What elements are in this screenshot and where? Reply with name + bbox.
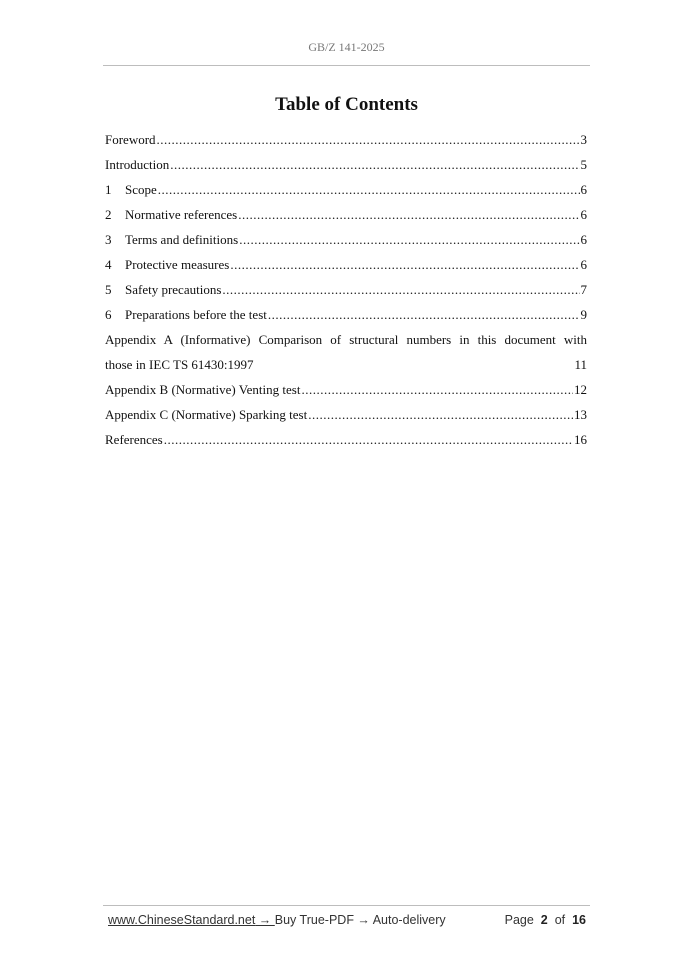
toc-entry-page: 5 — [580, 157, 587, 172]
arrow-right-icon: → — [255, 913, 275, 927]
header-divider — [103, 65, 590, 66]
page-indicator — [505, 913, 586, 927]
toc-entry-page: 12 — [574, 382, 587, 397]
toc-entry-preparations-before-test[interactable] — [105, 305, 587, 330]
toc-entry-number: 5 — [105, 282, 112, 297]
page-footer — [108, 913, 586, 927]
footer-promo — [108, 913, 446, 927]
toc-entry-number: 2 — [105, 207, 112, 222]
toc-entry-appendix-b[interactable] — [105, 380, 587, 405]
toc-leader-dots — [158, 180, 580, 199]
footer-divider — [103, 905, 590, 906]
toc-entry-foreword[interactable] — [105, 130, 587, 155]
toc-entry-number: 6 — [105, 307, 112, 322]
toc-entry-page: 13 — [574, 407, 587, 422]
table-of-contents — [105, 130, 587, 455]
toc-leader-dots — [170, 155, 579, 174]
page-word: Page — [504, 913, 534, 927]
toc-entry-number: 1 — [105, 182, 112, 197]
toc-entry-page: 16 — [574, 432, 587, 447]
toc-leader-dots — [308, 405, 573, 424]
toc-entry-page: 11 — [574, 357, 587, 372]
chinesestandard-link[interactable] — [108, 913, 275, 927]
toc-entry-label: Appendix B (Normative) Venting test — [105, 382, 301, 397]
toc-entry-page: 6 — [580, 257, 587, 272]
toc-entry-safety-precautions[interactable] — [105, 280, 587, 305]
toc-entry-protective-measures[interactable] — [105, 255, 587, 280]
arrow-right-icon: → — [353, 913, 373, 927]
toc-entry-scope[interactable] — [105, 180, 587, 205]
document-code-header: GB/Z 141-2025 — [308, 40, 385, 54]
toc-entry-label: References — [105, 432, 163, 447]
toc-entry-normative-references[interactable] — [105, 205, 587, 230]
toc-entry-appendix-a[interactable] — [105, 330, 587, 380]
toc-entry-number: 3 — [105, 232, 112, 247]
toc-entry-page: 6 — [580, 232, 587, 247]
toc-leader-dots — [268, 305, 580, 324]
toc-entry-label: Scope — [125, 182, 157, 197]
toc-leader-dots — [230, 255, 579, 274]
toc-leader-dots — [222, 280, 579, 299]
toc-entry-appendix-c[interactable] — [105, 405, 587, 430]
toc-leader-dots — [238, 205, 579, 224]
toc-leader-dots — [301, 380, 573, 399]
toc-entry-label: Terms and definitions — [125, 232, 239, 247]
auto-delivery-text: Auto-delivery — [372, 913, 446, 927]
toc-entry-page: 7 — [580, 282, 587, 297]
toc-entry-label-line2: those in IEC TS 61430:1997 — [105, 357, 254, 372]
toc-entry-introduction[interactable] — [105, 155, 587, 180]
toc-entry-page: 9 — [580, 307, 587, 322]
toc-entry-label: Appendix C (Normative) Sparking test — [105, 407, 308, 422]
buy-true-pdf-text: Buy True-PDF — [274, 913, 354, 927]
current-page-number: 2 — [540, 913, 548, 927]
toc-entry-label: Preparations before the test — [125, 307, 267, 322]
toc-entry-label-line1: Appendix A (Informative) Comparison of structural numbers in this document with — [105, 332, 587, 347]
toc-entry-page: 3 — [580, 132, 587, 147]
toc-entry-references[interactable] — [105, 430, 587, 455]
toc-leader-dots — [157, 130, 580, 149]
of-word: of — [554, 913, 566, 927]
toc-leader-dots — [239, 230, 579, 249]
total-page-number: 16 — [572, 913, 586, 927]
toc-entry-page: 6 — [580, 182, 587, 197]
link-text: www.ChineseStandard.net — [108, 913, 256, 927]
toc-entry-label: Introduction — [105, 157, 170, 172]
toc-entry-terms-and-definitions[interactable] — [105, 230, 587, 255]
toc-entry-label: Normative references — [125, 207, 238, 222]
toc-title: Table of Contents — [275, 94, 418, 115]
toc-leader-dots — [164, 430, 573, 449]
toc-entry-label: Safety precautions — [125, 282, 222, 297]
toc-entry-page: 6 — [580, 207, 587, 222]
toc-entry-number: 4 — [105, 257, 112, 272]
toc-entry-label: Protective measures — [125, 257, 230, 272]
toc-entry-label: Foreword — [105, 132, 156, 147]
